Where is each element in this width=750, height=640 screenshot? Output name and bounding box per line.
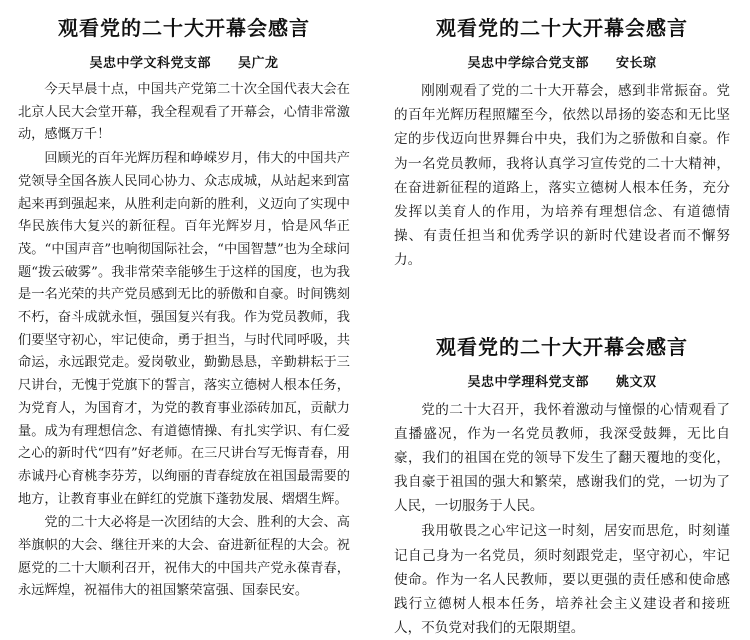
byline-organization: 吴忠中学综合党支部 [467,56,589,71]
article-byline [18,52,350,71]
paragraph: 党的二十大召开，我怀着激动与憧憬的心情观看了直播盛况，作为一名党员教师，我深受鼓舞，无比自豪，我们的祖国在党的领导下发生了翻天覆地的变化，我自豪于祖国的强大和繁荣，感谢我们的党，一切为了人民，一切服务于人民。 [394,398,730,519]
byline-organization: 吴忠中学文科党支部 [89,56,211,71]
article-body [394,79,730,273]
page-title: 观看党的二十大开幕会感言 [394,333,730,361]
paragraph: 今天早晨十点，中国共产党第二十次全国代表大会在北京人民大会堂开幕，我全程观看了开幕会，心情非常激动，感慨万千！ [18,79,350,147]
paragraph: 回顾光的百年光辉历程和峥嵘岁月，伟大的中国共产党领导全国各族人民同心协力、众志成城，从站起来到富起来再到强起来，从胜利走向新的胜利，义迈向了实现中华民族伟大复兴的新征程。百年光辉岁月，恰是风华正茂。“中国声音”也响彻国际社会，“中国智慧”也为全球问题“拨云破雾”。我非常荣幸能够生于这样的国度，也为我是一名光荣的共产党员感到无比的骄傲和自豪。时间镌刻不朽，奋斗成就永恒，强国复兴有我。作为党员教师，我们要坚守初心，牢记使命，勇于担当，与时代同呼吸，共命运，永远跟党走。爱岗敬业，勤勤恳恳，辛勤耕耘于三尺讲台，无愧于党旗下的誓言，落实立德树人根本任务，为党育人，为国育才，为党的教育事业添砖加瓦，贡献力量。成为有理想信念、有道德情操、有扎实学识、有仁爱之心的新时代“四有”好老师。在三尺讲台写无悔青春，用赤诚丹心育桃李芬芳，以绚丽的青春绽放在祖国最需要的地方，让教育事业在鲜红的党旗下蓬勃发展、熠熠生辉。 [18,148,350,511]
byline-author: 姚文双 [616,375,657,390]
right-column [372,10,750,598]
left-column [0,10,372,598]
byline-author: 吴广龙 [238,56,279,71]
paragraph: 党的二十大必将是一次团结的大会、胜利的大会、高举旗帜的大会、继往开来的大会、奋进新征程的大会。祝愿党的二十大顺利召开，祝伟大的中国共产党永葆青春，永远辉煌，祝福伟大的祖国繁荣富强、国泰民安。 [18,512,350,603]
byline-organization: 吴忠中学理科党支部 [467,375,589,390]
article-body [394,398,730,640]
page-title: 观看党的二十大开幕会感言 [18,14,350,42]
paragraph: 刚刚观看了党的二十大开幕会，感到非常振奋。党的百年光辉历程照耀至今，依然以昂扬的姿态和无比坚定的步伐迈向世界舞台中央，我们为之骄傲和自豪。作为一名党员教师，我将认真学习宣传党的二十大精神，在奋进新征程的道路上，落实立德树人根本任务，充分发挥以美育人的作用，为培养有理想信念、有道德情操、有责任担当和优秀学识的新时代建设者而不懈努力。 [394,79,730,273]
article-an-changqiong [394,14,730,273]
byline-author: 安长琼 [616,56,657,71]
article-yao-wenshuang [394,333,730,640]
article-wu-guanglong [18,14,350,603]
article-byline [394,52,730,71]
paragraph: 我用敬畏之心牢记这一时刻，居安而思危，时刻谨记自己身为一名党员，须时刻跟党走，坚守初心，牢记使命。作为一名人民教师，要以更强的责任感和使命感践行立德树人根本任务，培养社会主义建设者和接班人，不负党对我们的无限期望。 [394,519,730,640]
article-byline [394,371,730,390]
column-spacer [394,299,730,329]
article-body [18,79,350,603]
page-title: 观看党的二十大开幕会感言 [394,14,730,42]
